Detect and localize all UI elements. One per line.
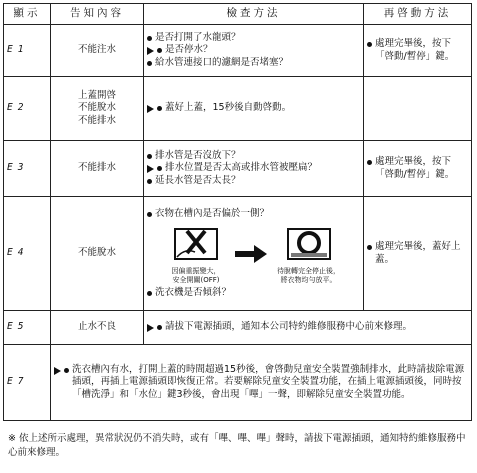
restart-cell <box>364 141 472 197</box>
bullet-icon <box>157 166 162 171</box>
error-code: E1 <box>4 25 51 77</box>
table-row <box>4 345 472 421</box>
bullet-icon <box>367 160 372 165</box>
restart-text: 處理完畢後，按下「啓動/暫停」鍵。 <box>375 156 455 180</box>
check-line: 給水管連接口的濾網是否堵塞？ <box>147 57 360 69</box>
check-line: 延長水管是否太長？ <box>147 175 360 187</box>
error-code: E7 <box>4 345 51 421</box>
bullet-icon <box>147 61 152 66</box>
table-row <box>4 197 472 311</box>
bullet-icon <box>64 368 69 373</box>
check-cell <box>144 77 364 141</box>
e7-description-cell <box>51 345 472 421</box>
notice-cell <box>51 77 144 141</box>
header-notice: 告知內容 <box>51 4 144 25</box>
cross-mark-icon <box>167 223 225 263</box>
notice-text: 不能注水 <box>77 44 116 56</box>
circle-ok-icon <box>280 223 338 263</box>
restart-text: 處理完畢後，按下「啓動/暫停」鍵。 <box>375 38 455 62</box>
table-header-row <box>4 4 472 25</box>
triangle-arrow-icon <box>147 165 154 173</box>
notice-cell <box>51 197 144 311</box>
notice-text: 止水不良 <box>77 321 116 333</box>
error-code: E4 <box>4 197 51 311</box>
footer-text: 依上述所示處理，異常狀況仍不消失時，或有「嗶、嗶、嗶」聲時，請拔下電源插頭，通知特約維修服務中心前來修理。 <box>8 433 466 459</box>
triangle-arrow-icon <box>54 367 61 375</box>
e7-description: 洗衣槽內有水，打開上蓋的時間超過15秒後，會啓動兒童安全裝置強制排水，此時請拔除電源插頭，再插上電源插頭即恢復正常。若要解除兒童安全裝置功能，在插上電源插頭後，同時按「槽洗淨」和「水位」鍵3秒後，會出現「嗶」一聲，即解除兒童安全裝置功能。 <box>72 363 465 400</box>
bullet-icon <box>367 245 372 250</box>
restart-cell <box>364 25 472 77</box>
bullet-icon <box>147 179 152 184</box>
balanced-figure <box>277 223 340 284</box>
check-line: 衣物在槽內是否偏於一側？ <box>147 208 360 220</box>
check-line: 是否打開了水龍頭？ <box>147 32 360 44</box>
right-arrow-icon <box>235 245 267 263</box>
bullet-icon <box>157 106 162 111</box>
triangle-arrow-icon <box>147 47 154 55</box>
check-line: 蓋好上蓋，15秒後自動啓動。 <box>147 102 360 114</box>
check-cell <box>144 141 364 197</box>
check-cell <box>144 311 472 345</box>
bullet-icon <box>147 212 152 217</box>
table-row <box>4 141 472 197</box>
table-row <box>4 311 472 345</box>
check-cell <box>144 197 364 311</box>
check-line: 排水位置是否太高或排水管被壓扁？ <box>147 162 360 174</box>
restart-cell <box>364 77 472 141</box>
notice-text: 上蓋開啓 <box>77 89 116 101</box>
bullet-icon <box>147 36 152 41</box>
triangle-arrow-icon <box>147 324 154 332</box>
error-code-table <box>3 3 472 421</box>
header-display: 顯示 <box>4 4 51 25</box>
figure-caption: 將衣物均勻放平。 <box>280 275 337 284</box>
bullet-icon <box>157 48 162 53</box>
table-row <box>4 25 472 77</box>
bullet-icon <box>147 291 152 296</box>
bullet-icon <box>147 154 152 159</box>
table-row <box>4 77 472 141</box>
check-cell <box>144 25 364 77</box>
footer-note <box>8 432 470 461</box>
restart-text: 處理完畢後，蓋好上蓋。 <box>375 241 461 265</box>
check-line: 排水管是否沒放下？ <box>147 150 360 162</box>
error-code: E5 <box>4 311 51 345</box>
balance-figure <box>147 223 360 284</box>
header-method: 檢查方法 <box>144 4 364 25</box>
check-line: 請拔下電源插頭，通知本公司特約維修服務中心前來修理。 <box>147 321 468 333</box>
notice-text: 不能脫水 <box>77 247 116 259</box>
notice-text: 不能排水 <box>77 162 116 174</box>
bullet-icon <box>367 42 372 47</box>
check-line: 洗衣機是否傾斜？ <box>147 287 360 299</box>
error-code: E2 <box>4 77 51 141</box>
notice-cell <box>51 311 144 345</box>
figure-caption: 安全開關(OFF) <box>172 275 220 284</box>
restart-cell <box>364 197 472 311</box>
notice-text: 不能排水 <box>77 114 116 126</box>
unbalanced-figure <box>167 223 225 284</box>
notice-cell <box>51 25 144 77</box>
error-code: E3 <box>4 141 51 197</box>
figure-caption: 因偏重振變大， <box>171 267 221 276</box>
header-restart: 再啓動方法 <box>364 4 472 25</box>
bullet-icon <box>157 325 162 330</box>
check-line: 是否停水？ <box>147 44 360 56</box>
notice-cell <box>51 141 144 197</box>
notice-text: 不能脫水 <box>77 102 116 114</box>
figure-caption: 待脫轉完全停止後， <box>277 267 340 276</box>
triangle-arrow-icon <box>147 105 154 113</box>
note-symbol: ※ <box>8 433 16 444</box>
